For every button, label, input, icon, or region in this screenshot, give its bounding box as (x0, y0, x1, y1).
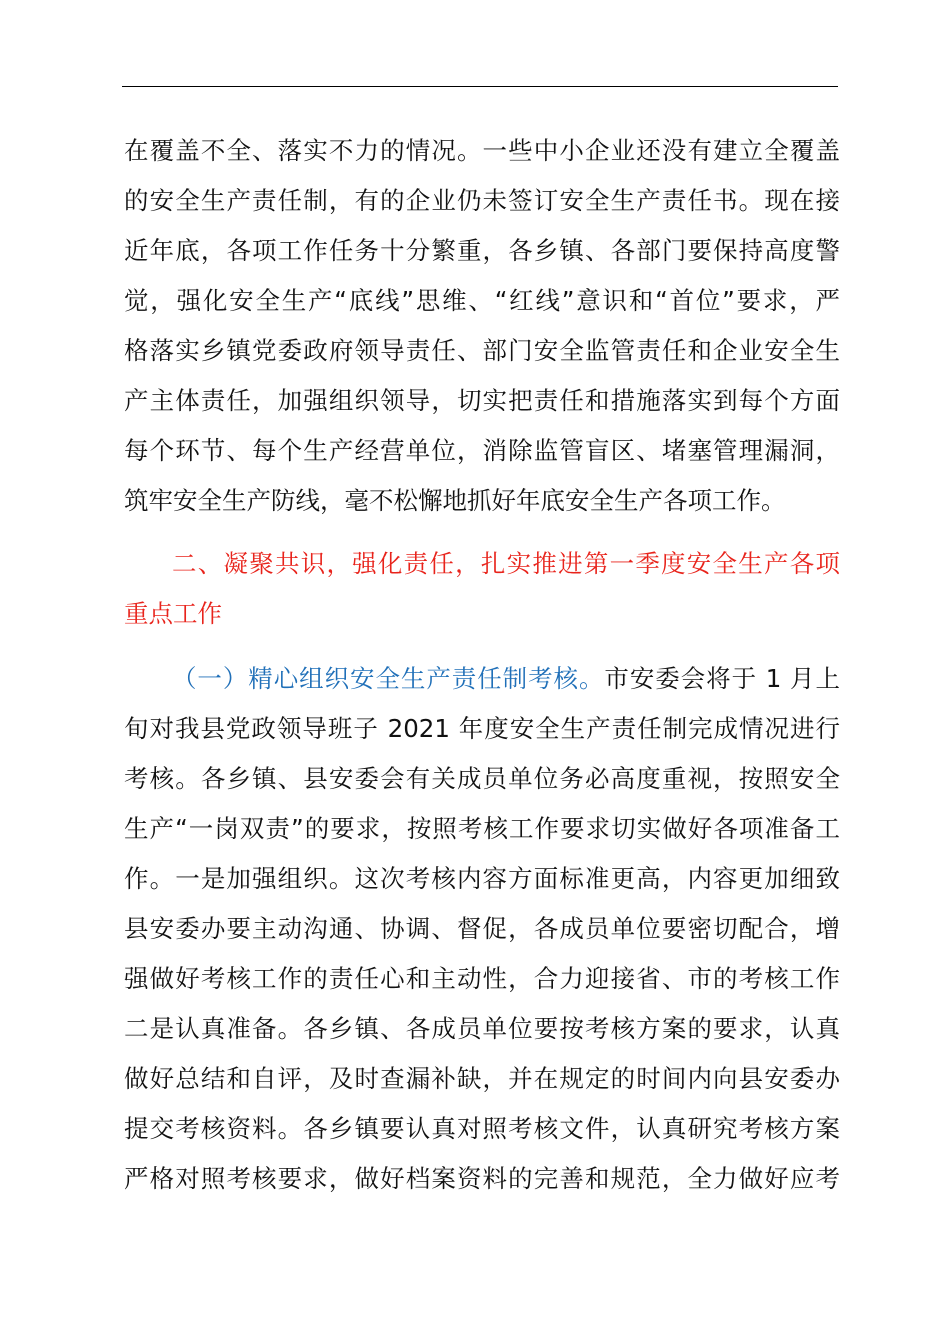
text-line: 县安委办要主动沟通、协调、督促，各成员单位要密切配合，增 (124, 914, 840, 943)
text-line: 的安全生产责任制，有的企业仍未签订安全生产责任书。现在接 (124, 186, 840, 215)
text-line: 旬对我县党政领导班子 2021 年度安全生产责任制完成情况进行 (124, 714, 840, 743)
subsection-title: （一）精心组织安全生产责任制考核。 (172, 664, 605, 693)
heading-line: 重点工作 (124, 599, 222, 628)
text-line: 严格对照考核要求，做好档案资料的完善和规范，全力做好应考 (124, 1164, 840, 1193)
text-line: 提交考核资料。各乡镇要认真对照考核文件，认真研究考核方案 (124, 1114, 840, 1143)
subsection-first-line-text: 市安委会将于 1 月上 (604, 664, 840, 693)
text-line: 作。一是加强组织。这次考核内容方面标准更高，内容更加细致 (124, 864, 840, 893)
text-line: 强做好考核工作的责任心和主动性，合力迎接省、市的考核工作 (124, 964, 840, 993)
text-line: 近年底，各项工作任务十分繁重，各乡镇、各部门要保持高度警 (124, 236, 840, 265)
text-line: 做好总结和自评，及时查漏补缺，并在规定的时间内向县安委办 (124, 1064, 840, 1093)
text-line: 考核。各乡镇、县安委会有关成员单位务必高度重视，按照安全 (124, 764, 840, 793)
heading-line: 二、凝聚共识，强化责任，扎实推进第一季度安全生产各项 (172, 549, 840, 578)
text-line: 生产“一岗双责”的要求，按照考核工作要求切实做好各项准备工 (124, 814, 840, 843)
header-rule (122, 86, 838, 87)
text-line: 筑牢安全生产防线，毫不松懈地抓好年底安全生产各项工作。 (124, 486, 786, 515)
text-line: 二是认真准备。各乡镇、各成员单位要按考核方案的要求，认真 (124, 1014, 840, 1043)
subsection-first-line (172, 662, 840, 696)
text-line: 每个环节、每个生产经营单位，消除监管盲区、堵塞管理漏洞， (124, 436, 840, 465)
text-line: 产主体责任，加强组织领导，切实把责任和措施落实到每个方面 (124, 386, 840, 415)
text-line: 觉，强化安全生产“底线”思维、“红线”意识和“首位”要求，严 (124, 286, 840, 315)
text-line: 在覆盖不全、落实不力的情况。一些中小企业还没有建立全覆盖 (124, 136, 840, 165)
text-line: 格落实乡镇党委政府领导责任、部门安全监管责任和企业安全生 (124, 336, 840, 365)
